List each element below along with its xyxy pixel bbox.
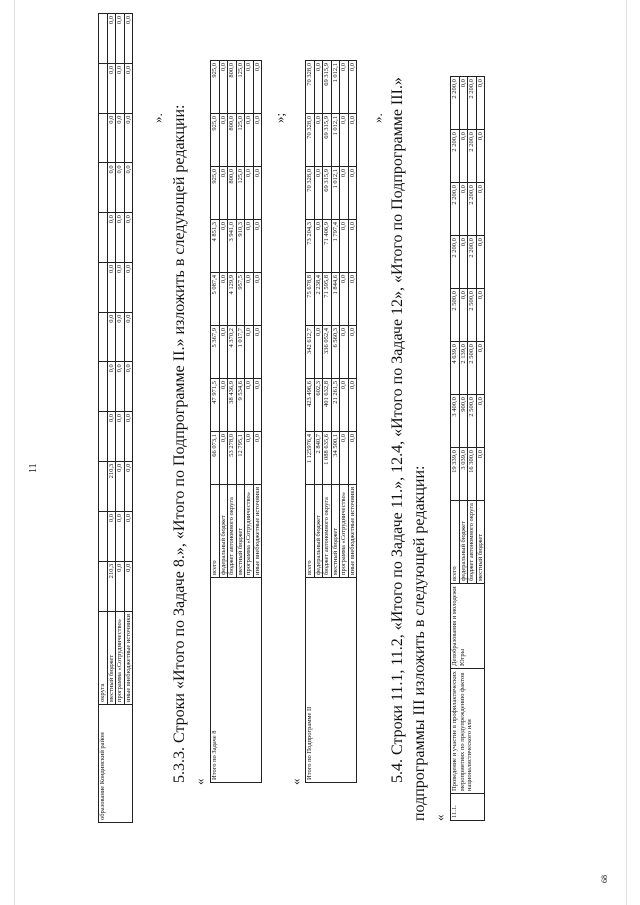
row-label: всего [306, 484, 315, 577]
value-cell: 0,0 [340, 378, 349, 431]
value-cell: 16 300,0 [468, 447, 477, 500]
heading-5-4-line1: 5.4. Строки 11.1, 11.2, «Итого по Задаче 11.», 12.4, «Итого по Задаче 12», «Итого по Подпрограмме III.» [389, 76, 406, 783]
rotated-landscape-content [20, 13, 620, 893]
task8-title-cell: Итого по Задаче 8 [211, 577, 262, 782]
row-label: программа «Сотрудничество» [245, 484, 254, 577]
value-cell [99, 411, 108, 461]
table-row [116, 13, 125, 822]
value-cell: 0,0 [245, 272, 254, 325]
value-cell: 423 496,6 [306, 378, 315, 431]
value-cell: 4 129,9 [228, 272, 237, 325]
value-cell: 4 639,0 [451, 341, 460, 394]
value-cell: 38 436,9 [228, 378, 237, 431]
value-cell: 0,0 [340, 113, 349, 166]
value-cell: 210,3 [107, 561, 116, 611]
value-cell: 1 012,1 [331, 60, 340, 113]
value-cell: 0,0 [340, 219, 349, 272]
value-cell: 19 339,0 [451, 447, 460, 500]
row-label: всего [451, 500, 460, 583]
value-cell: 0,0 [116, 461, 125, 511]
value-cell: 3 400,0 [451, 394, 460, 447]
value-cell [99, 63, 108, 113]
value-cell: 0,0 [124, 162, 133, 212]
open-quote-3: « [432, 814, 447, 821]
value-cell: 0,0 [253, 60, 262, 113]
value-cell: 3 039,0 [459, 447, 468, 500]
value-cell: 0,0 [219, 378, 228, 431]
value-cell: 0,0 [340, 325, 349, 378]
open-quote-2: « [288, 778, 303, 785]
value-cell: 0,0 [245, 219, 254, 272]
value-cell: 1 125976,4 [306, 431, 315, 484]
row-label: бюджет автономного округа [228, 484, 237, 577]
value-cell: 925,0 [211, 113, 220, 166]
value-cell: 0,0 [116, 162, 125, 212]
value-cell: 9 534,6 [236, 378, 245, 431]
value-cell: 1 844,6 [331, 272, 340, 325]
value-cell: 0,0 [107, 13, 116, 63]
value-cell: 0,0 [348, 378, 357, 431]
value-cell: 0,0 [124, 13, 133, 63]
value-cell: 0,0 [245, 325, 254, 378]
value-cell: 0,0 [245, 378, 254, 431]
value-cell: 125,0 [236, 60, 245, 113]
row-label: федеральный бюджет [314, 484, 323, 577]
value-cell: 0,0 [107, 361, 116, 411]
value-cell: 0,0 [253, 166, 262, 219]
value-cell: 0,0 [245, 60, 254, 113]
table-row [451, 76, 460, 820]
row-label: бюджет автономного округа [468, 500, 477, 583]
value-cell: 0,0 [219, 113, 228, 166]
value-cell: 0,0 [340, 431, 349, 484]
value-cell: 69 315,9 [323, 60, 332, 113]
value-cell: 1 012,1 [331, 166, 340, 219]
value-cell: 0,0 [124, 561, 133, 611]
value-cell: 0,0 [253, 431, 262, 484]
value-cell: 6 560,3 [331, 325, 340, 378]
value-cell: 0,0 [340, 272, 349, 325]
value-cell: 0,0 [107, 511, 116, 561]
value-cell: 0,0 [219, 272, 228, 325]
value-cell [99, 312, 108, 362]
value-cell: 4 370,2 [228, 325, 237, 378]
value-cell: 69 315,9 [323, 113, 332, 166]
value-cell [99, 162, 108, 212]
value-cell: 0,0 [314, 60, 323, 113]
value-cell: 0,0 [459, 129, 468, 182]
value-cell: 0,0 [116, 113, 125, 163]
value-cell: 0,0 [314, 219, 323, 272]
value-cell: 2 500,0 [468, 394, 477, 447]
value-cell: 925,0 [211, 166, 220, 219]
value-cell: 2 500,0 [451, 288, 460, 341]
table-row [306, 60, 315, 782]
value-cell: 0,0 [348, 431, 357, 484]
value-cell: 0,0 [219, 166, 228, 219]
page-number: 11 [28, 462, 39, 473]
value-cell: 0,0 [459, 182, 468, 235]
scan-edge-right [626, 0, 627, 905]
value-cell: 0,0 [124, 461, 133, 511]
executor-cell: Депобразования и молодежи Югры [451, 583, 485, 668]
value-cell: 2 200,0 [451, 76, 460, 129]
row-label: федеральный бюджет [459, 500, 468, 583]
table-row [107, 13, 116, 822]
value-cell: 0,0 [219, 325, 228, 378]
value-cell: 957,5 [236, 272, 245, 325]
value-cell: 69 315,9 [323, 166, 332, 219]
value-cell: 125,0 [236, 166, 245, 219]
value-cell: 2 200,0 [451, 235, 460, 288]
value-cell: 0,0 [314, 113, 323, 166]
value-cell: 71 406,9 [323, 219, 332, 272]
value-cell: 1 088 635,6 [323, 431, 332, 484]
value-cell: 0,0 [107, 113, 116, 163]
value-cell: 0,0 [219, 219, 228, 272]
value-cell: 0,0 [253, 219, 262, 272]
value-cell: 0,0 [116, 212, 125, 262]
value-cell: 0,0 [348, 60, 357, 113]
value-cell: 0,0 [476, 182, 485, 235]
value-cell: 0,0 [116, 511, 125, 561]
value-cell: 75 678,8 [306, 272, 315, 325]
value-cell: 342 612,7 [306, 325, 315, 378]
row-label: программа «Сотрудничество» [340, 484, 349, 577]
value-cell: 5 087,4 [211, 272, 220, 325]
value-cell: 0,0 [219, 431, 228, 484]
row-label: местный бюджет [236, 484, 245, 577]
value-cell: 0,0 [459, 235, 468, 288]
value-cell: 2 500,0 [468, 288, 477, 341]
value-cell: 0,0 [348, 325, 357, 378]
value-cell: 34 500,1 [331, 431, 340, 484]
value-cell: 3 941,0 [228, 219, 237, 272]
value-cell: 0,0 [116, 411, 125, 461]
value-cell: 800,0 [228, 166, 237, 219]
value-cell: 21 261,5 [331, 378, 340, 431]
value-cell: 0,0 [124, 212, 133, 262]
value-cell: 0,0 [245, 431, 254, 484]
close-quote-2: »; [272, 112, 287, 123]
value-cell: 2 500,0 [468, 341, 477, 394]
value-cell: 401 632,8 [323, 378, 332, 431]
heading-5-4-line2: подпрограммы III изложить в следующей редакции: [411, 465, 428, 821]
row-label: бюджет автономного округа [323, 484, 332, 577]
value-cell: 0,0 [340, 60, 349, 113]
value-cell: 0,0 [476, 288, 485, 341]
value-cell: 0,0 [124, 361, 133, 411]
value-cell: 0,0 [476, 394, 485, 447]
value-cell: 0,0 [348, 113, 357, 166]
corner-mark: 68 [600, 874, 609, 883]
value-cell: 910,3 [236, 219, 245, 272]
value-cell: 0,0 [253, 325, 262, 378]
value-cell: 336 052,4 [323, 325, 332, 378]
value-cell: 602,3 [314, 378, 323, 431]
value-cell: 0,0 [253, 113, 262, 166]
value-cell: 0,0 [476, 76, 485, 129]
value-cell: 70 328,0 [306, 166, 315, 219]
municipality-cell: образование Кондинский район [99, 704, 133, 822]
value-cell: 2 200,0 [468, 182, 477, 235]
value-cell: 4 851,3 [211, 219, 220, 272]
row-label: местный бюджет [476, 500, 485, 583]
value-cell: 0,0 [116, 312, 125, 362]
value-cell: 2 200,0 [451, 182, 460, 235]
value-cell: 0,0 [116, 13, 125, 63]
value-cell [99, 361, 108, 411]
row-label: иные внебюджетные источники [348, 484, 357, 577]
value-cell: 2 200,0 [451, 129, 460, 182]
value-cell: 0,0 [340, 166, 349, 219]
value-cell: 0,0 [116, 361, 125, 411]
value-cell: 0,0 [476, 129, 485, 182]
value-cell: 70 328,0 [306, 60, 315, 113]
value-cell: 900,0 [459, 394, 468, 447]
table-row [99, 13, 108, 822]
value-cell: 0,0 [459, 288, 468, 341]
value-cell: 0,0 [476, 341, 485, 394]
value-cell: 0,0 [124, 411, 133, 461]
value-cell: 0,0 [348, 219, 357, 272]
row-label: всего [211, 484, 220, 577]
table-row [211, 60, 220, 782]
value-cell: 2 840,7 [314, 431, 323, 484]
value-cell: 800,0 [228, 60, 237, 113]
scan-edge-left [14, 0, 15, 905]
value-cell: 0,0 [116, 63, 125, 113]
value-cell: 2 139,0 [459, 341, 468, 394]
value-cell: 73 204,3 [306, 219, 315, 272]
value-cell: 47 971,5 [211, 378, 220, 431]
value-cell: 0,0 [107, 162, 116, 212]
value-cell: 0,0 [124, 63, 133, 113]
value-cell [99, 212, 108, 262]
value-cell: 210,3 [107, 461, 116, 511]
value-cell: 0,0 [245, 113, 254, 166]
value-cell: 925,0 [211, 60, 220, 113]
subprogram2-title-cell: Итого по Подпрограмме II [306, 577, 357, 782]
value-cell: 0,0 [314, 166, 323, 219]
row-label: округа [99, 611, 108, 704]
value-cell: 0,0 [124, 113, 133, 163]
value-cell: 5 367,9 [211, 325, 220, 378]
value-cell: 0,0 [124, 511, 133, 561]
row-label: местный бюджет [107, 611, 116, 704]
value-cell [99, 461, 108, 511]
value-cell: 0,0 [253, 378, 262, 431]
value-cell: 0,0 [348, 166, 357, 219]
table-row [124, 13, 133, 822]
value-cell: 0,0 [253, 272, 262, 325]
value-cell [99, 561, 108, 611]
value-cell: 53 278,0 [228, 431, 237, 484]
value-cell [99, 113, 108, 163]
value-cell: 0,0 [116, 561, 125, 611]
value-cell: 1 012,1 [331, 113, 340, 166]
heading-5-3-3: 5.3.3. Строки «Итого по Задаче 8.», «Итого по Подпрограмме II.» изложить в следующей редакции: [171, 104, 188, 783]
value-cell: 800,0 [228, 113, 237, 166]
value-cell: 66 073,1 [211, 431, 220, 484]
close-quote-3: ». [370, 112, 385, 123]
value-cell: 70 328,0 [306, 113, 315, 166]
row-label: федеральный бюджет [219, 484, 228, 577]
value-cell: 1 017,7 [236, 325, 245, 378]
value-cell: 2 200,0 [468, 129, 477, 182]
row-number-cell: 11.1. [451, 793, 485, 820]
row-label: иные внебюджетные источники [124, 611, 133, 704]
value-cell: 0,0 [107, 63, 116, 113]
value-cell: 0,0 [476, 235, 485, 288]
row-11-1-table [450, 76, 485, 821]
value-cell [99, 262, 108, 312]
subprogram2-table [305, 60, 357, 783]
value-cell: 1 797,4 [331, 219, 340, 272]
value-cell: 0,0 [107, 411, 116, 461]
close-quote-1: ». [150, 112, 165, 123]
value-cell: 0,0 [116, 262, 125, 312]
value-cell [99, 13, 108, 63]
value-cell: 0,0 [124, 262, 133, 312]
value-cell: 71 595,8 [323, 272, 332, 325]
value-cell: 0,0 [124, 312, 133, 362]
measure-name-cell: Проведение и участие в профилактических мероприятиях по предупреждению фактов националистического или [451, 668, 485, 793]
value-cell: 0,0 [314, 325, 323, 378]
value-cell: 0,0 [107, 212, 116, 262]
value-cell: 0,0 [459, 76, 468, 129]
value-cell: 0,0 [107, 262, 116, 312]
top-partial-table [98, 13, 133, 823]
row-label: местный бюджет [331, 484, 340, 577]
value-cell: 2 200,0 [468, 235, 477, 288]
row-label: иные внебюджетные источники [253, 484, 262, 577]
open-quote-1: « [192, 778, 207, 785]
value-cell: 0,0 [107, 312, 116, 362]
value-cell: 2 200,0 [468, 76, 477, 129]
value-cell: 2 238,4 [314, 272, 323, 325]
task8-table [210, 60, 262, 783]
value-cell: 12 795,1 [236, 431, 245, 484]
value-cell: 0,0 [245, 166, 254, 219]
value-cell: 0,0 [476, 447, 485, 500]
value-cell: 125,0 [236, 113, 245, 166]
value-cell: 0,0 [348, 272, 357, 325]
value-cell [99, 511, 108, 561]
row-label: программа «Сотрудничество» [116, 611, 125, 704]
value-cell: 0,0 [219, 60, 228, 113]
